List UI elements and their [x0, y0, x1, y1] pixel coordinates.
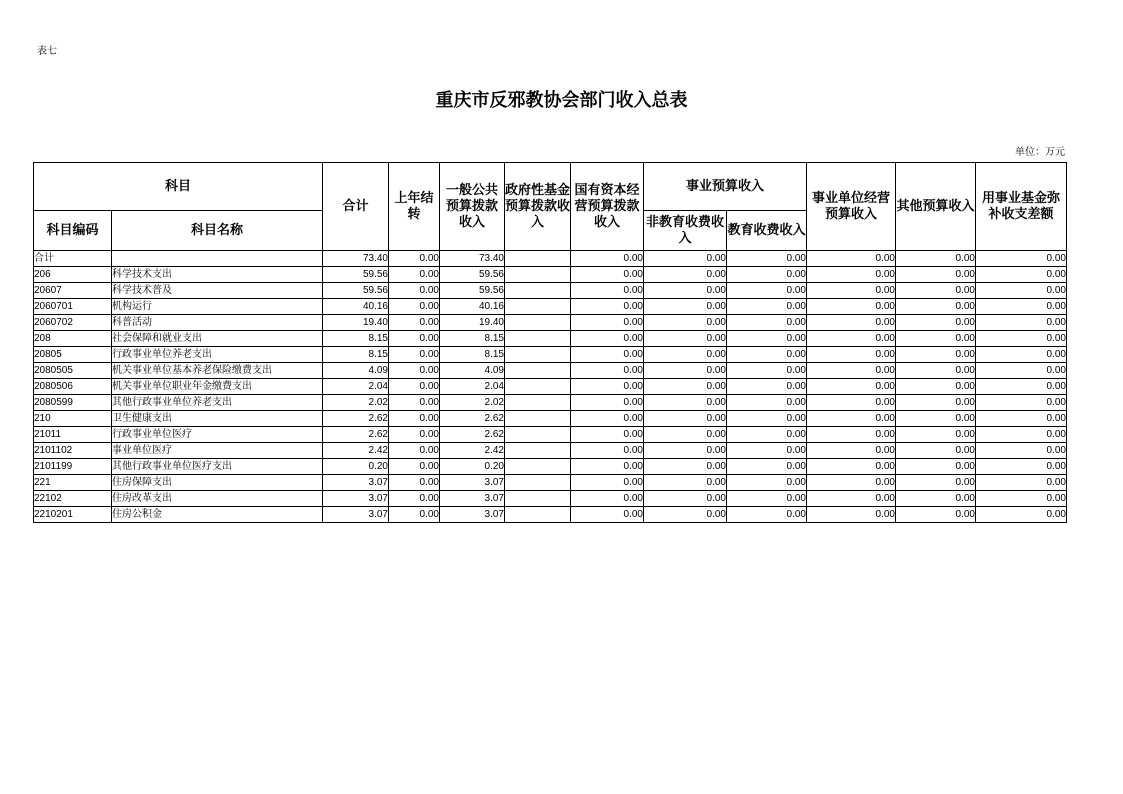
row-gov-fund [505, 507, 571, 523]
row-non-edu-fee: 0.00 [644, 267, 727, 283]
table-row [34, 363, 1067, 379]
row-state-capital: 0.00 [571, 507, 644, 523]
row-fund-deficit: 0.00 [976, 379, 1067, 395]
row-state-capital: 0.00 [571, 299, 644, 315]
row-edu-fee: 0.00 [727, 459, 807, 475]
row-non-edu-fee: 0.00 [644, 475, 727, 491]
row-general-budget: 2.62 [440, 427, 505, 443]
table-row [34, 347, 1067, 363]
row-other-budget: 0.00 [896, 299, 976, 315]
row-total: 2.62 [323, 411, 389, 427]
row-gov-fund [505, 491, 571, 507]
row-non-edu-fee: 0.00 [644, 251, 727, 267]
row-total: 2.04 [323, 379, 389, 395]
row-non-edu-fee: 0.00 [644, 363, 727, 379]
row-carryover: 0.00 [389, 507, 440, 523]
row-fund-deficit: 0.00 [976, 475, 1067, 491]
row-general-budget: 2.04 [440, 379, 505, 395]
row-general-budget: 3.07 [440, 507, 505, 523]
row-carryover: 0.00 [389, 475, 440, 491]
row-general-budget: 3.07 [440, 491, 505, 507]
row-fund-deficit: 0.00 [976, 267, 1067, 283]
row-non-edu-fee: 0.00 [644, 283, 727, 299]
row-code: 208 [34, 331, 112, 347]
row-non-edu-fee: 0.00 [644, 411, 727, 427]
row-carryover: 0.00 [389, 443, 440, 459]
row-carryover: 0.00 [389, 251, 440, 267]
row-carryover: 0.00 [389, 283, 440, 299]
row-state-capital: 0.00 [571, 411, 644, 427]
table-row [34, 443, 1067, 459]
row-code: 2101199 [34, 459, 112, 475]
table-row [34, 379, 1067, 395]
row-name: 其他行政事业单位医疗支出 [112, 459, 323, 475]
row-fund-deficit: 0.00 [976, 395, 1067, 411]
row-state-capital: 0.00 [571, 315, 644, 331]
public-institution-header: 事业预算收入 [644, 163, 807, 211]
row-general-budget: 2.42 [440, 443, 505, 459]
table-row [34, 395, 1067, 411]
row-gov-fund [505, 379, 571, 395]
row-state-capital: 0.00 [571, 331, 644, 347]
row-other-budget: 0.00 [896, 267, 976, 283]
row-gov-fund [505, 443, 571, 459]
row-name: 科学技术支出 [112, 267, 323, 283]
row-other-budget: 0.00 [896, 347, 976, 363]
row-institution-operating: 0.00 [807, 379, 896, 395]
row-code: 206 [34, 267, 112, 283]
row-non-edu-fee: 0.00 [644, 443, 727, 459]
row-other-budget: 0.00 [896, 395, 976, 411]
row-non-edu-fee: 0.00 [644, 459, 727, 475]
row-carryover: 0.00 [389, 411, 440, 427]
row-total: 4.09 [323, 363, 389, 379]
row-general-budget: 8.15 [440, 331, 505, 347]
row-code: 21011 [34, 427, 112, 443]
row-edu-fee: 0.00 [727, 507, 807, 523]
row-fund-deficit: 0.00 [976, 347, 1067, 363]
row-code: 2080506 [34, 379, 112, 395]
row-edu-fee: 0.00 [727, 363, 807, 379]
row-code: 20805 [34, 347, 112, 363]
row-code: 2080505 [34, 363, 112, 379]
row-other-budget: 0.00 [896, 475, 976, 491]
row-edu-fee: 0.00 [727, 315, 807, 331]
row-general-budget: 8.15 [440, 347, 505, 363]
table-row [34, 507, 1067, 523]
unit-label: 单位：万元 [1015, 147, 1065, 158]
edu-fee-header: 教育收费收入 [727, 211, 807, 251]
row-total: 59.56 [323, 267, 389, 283]
table-row [34, 459, 1067, 475]
gov-fund-header: 政府性基金预算拨款收入 [505, 163, 571, 251]
row-name: 机关事业单位基本养老保险缴费支出 [112, 363, 323, 379]
row-general-budget: 4.09 [440, 363, 505, 379]
table-row [34, 411, 1067, 427]
row-non-edu-fee: 0.00 [644, 395, 727, 411]
table-body [34, 251, 1067, 523]
row-other-budget: 0.00 [896, 251, 976, 267]
row-code: 2101102 [34, 443, 112, 459]
row-general-budget: 2.62 [440, 411, 505, 427]
row-edu-fee: 0.00 [727, 427, 807, 443]
row-name: 科普活动 [112, 315, 323, 331]
row-edu-fee: 0.00 [727, 267, 807, 283]
row-institution-operating: 0.00 [807, 299, 896, 315]
row-institution-operating: 0.00 [807, 283, 896, 299]
row-gov-fund [505, 411, 571, 427]
table-row [34, 315, 1067, 331]
row-gov-fund [505, 299, 571, 315]
table-row [34, 331, 1067, 347]
row-general-budget: 2.02 [440, 395, 505, 411]
row-fund-deficit: 0.00 [976, 283, 1067, 299]
row-name: 社会保障和就业支出 [112, 331, 323, 347]
row-fund-deficit: 0.00 [976, 459, 1067, 475]
row-code: 合计 [34, 251, 112, 267]
row-non-edu-fee: 0.00 [644, 347, 727, 363]
subject-code-header: 科目编码 [34, 211, 112, 251]
table-row [34, 475, 1067, 491]
row-total: 3.07 [323, 475, 389, 491]
income-summary-table [33, 162, 1067, 523]
row-name: 卫生健康支出 [112, 411, 323, 427]
row-gov-fund [505, 363, 571, 379]
row-gov-fund [505, 315, 571, 331]
row-institution-operating: 0.00 [807, 491, 896, 507]
row-code: 2060702 [34, 315, 112, 331]
other-budget-header: 其他预算收入 [896, 163, 976, 251]
row-institution-operating: 0.00 [807, 267, 896, 283]
row-non-edu-fee: 0.00 [644, 315, 727, 331]
row-fund-deficit: 0.00 [976, 411, 1067, 427]
row-fund-deficit: 0.00 [976, 443, 1067, 459]
row-name: 行政事业单位医疗 [112, 427, 323, 443]
row-fund-deficit: 0.00 [976, 363, 1067, 379]
row-name [112, 251, 323, 267]
row-institution-operating: 0.00 [807, 347, 896, 363]
row-general-budget: 73.40 [440, 251, 505, 267]
row-other-budget: 0.00 [896, 491, 976, 507]
row-institution-operating: 0.00 [807, 315, 896, 331]
row-state-capital: 0.00 [571, 363, 644, 379]
row-state-capital: 0.00 [571, 443, 644, 459]
row-name: 住房保障支出 [112, 475, 323, 491]
row-total: 73.40 [323, 251, 389, 267]
row-general-budget: 59.56 [440, 283, 505, 299]
row-other-budget: 0.00 [896, 283, 976, 299]
row-edu-fee: 0.00 [727, 411, 807, 427]
row-non-edu-fee: 0.00 [644, 299, 727, 315]
subject-header: 科目 [34, 163, 323, 211]
row-fund-deficit: 0.00 [976, 299, 1067, 315]
row-edu-fee: 0.00 [727, 299, 807, 315]
row-state-capital: 0.00 [571, 459, 644, 475]
row-institution-operating: 0.00 [807, 251, 896, 267]
row-institution-operating: 0.00 [807, 411, 896, 427]
row-carryover: 0.00 [389, 299, 440, 315]
row-total: 3.07 [323, 507, 389, 523]
row-non-edu-fee: 0.00 [644, 491, 727, 507]
row-fund-deficit: 0.00 [976, 427, 1067, 443]
sheet-label: 表七 [37, 46, 57, 57]
row-general-budget: 19.40 [440, 315, 505, 331]
row-other-budget: 0.00 [896, 331, 976, 347]
institution-operating-header: 事业单位经营预算收入 [807, 163, 896, 251]
fund-deficit-header: 用事业基金弥补收支差额 [976, 163, 1067, 251]
row-edu-fee: 0.00 [727, 491, 807, 507]
table-row [34, 491, 1067, 507]
row-state-capital: 0.00 [571, 491, 644, 507]
row-fund-deficit: 0.00 [976, 507, 1067, 523]
row-state-capital: 0.00 [571, 395, 644, 411]
table-row [34, 427, 1067, 443]
row-code: 2080599 [34, 395, 112, 411]
row-institution-operating: 0.00 [807, 475, 896, 491]
row-other-budget: 0.00 [896, 443, 976, 459]
page-title: 重庆市反邪教协会部门收入总表 [435, 90, 688, 111]
row-total: 2.02 [323, 395, 389, 411]
row-name: 住房改革支出 [112, 491, 323, 507]
row-fund-deficit: 0.00 [976, 331, 1067, 347]
row-gov-fund [505, 347, 571, 363]
row-total: 59.56 [323, 283, 389, 299]
row-institution-operating: 0.00 [807, 507, 896, 523]
row-institution-operating: 0.00 [807, 459, 896, 475]
row-other-budget: 0.00 [896, 507, 976, 523]
row-name: 科学技术普及 [112, 283, 323, 299]
row-gov-fund [505, 459, 571, 475]
row-edu-fee: 0.00 [727, 251, 807, 267]
row-carryover: 0.00 [389, 331, 440, 347]
row-state-capital: 0.00 [571, 379, 644, 395]
row-code: 22102 [34, 491, 112, 507]
row-fund-deficit: 0.00 [976, 491, 1067, 507]
row-institution-operating: 0.00 [807, 395, 896, 411]
row-institution-operating: 0.00 [807, 427, 896, 443]
row-state-capital: 0.00 [571, 427, 644, 443]
row-general-budget: 3.07 [440, 475, 505, 491]
row-state-capital: 0.00 [571, 251, 644, 267]
row-general-budget: 0.20 [440, 459, 505, 475]
row-edu-fee: 0.00 [727, 443, 807, 459]
row-gov-fund [505, 251, 571, 267]
general-budget-header: 一般公共预算拨款收入 [440, 163, 505, 251]
row-non-edu-fee: 0.00 [644, 331, 727, 347]
row-non-edu-fee: 0.00 [644, 379, 727, 395]
row-fund-deficit: 0.00 [976, 251, 1067, 267]
carryover-header: 上年结转 [389, 163, 440, 251]
table-row [34, 251, 1067, 267]
row-gov-fund [505, 475, 571, 491]
row-edu-fee: 0.00 [727, 475, 807, 491]
row-name: 住房公积金 [112, 507, 323, 523]
row-gov-fund [505, 395, 571, 411]
row-carryover: 0.00 [389, 395, 440, 411]
row-carryover: 0.00 [389, 363, 440, 379]
row-carryover: 0.00 [389, 379, 440, 395]
row-state-capital: 0.00 [571, 283, 644, 299]
table-row [34, 267, 1067, 283]
row-total: 19.40 [323, 315, 389, 331]
row-state-capital: 0.00 [571, 475, 644, 491]
row-carryover: 0.00 [389, 347, 440, 363]
row-other-budget: 0.00 [896, 459, 976, 475]
row-gov-fund [505, 283, 571, 299]
row-institution-operating: 0.00 [807, 443, 896, 459]
subject-name-header: 科目名称 [112, 211, 323, 251]
row-other-budget: 0.00 [896, 411, 976, 427]
row-total: 8.15 [323, 331, 389, 347]
row-code: 2060701 [34, 299, 112, 315]
row-other-budget: 0.00 [896, 427, 976, 443]
row-non-edu-fee: 0.00 [644, 427, 727, 443]
row-edu-fee: 0.00 [727, 395, 807, 411]
state-capital-header: 国有资本经营预算拨款收入 [571, 163, 644, 251]
row-institution-operating: 0.00 [807, 363, 896, 379]
row-name: 其他行政事业单位养老支出 [112, 395, 323, 411]
table-row [34, 283, 1067, 299]
row-gov-fund [505, 331, 571, 347]
row-non-edu-fee: 0.00 [644, 507, 727, 523]
row-gov-fund [505, 427, 571, 443]
row-total: 2.42 [323, 443, 389, 459]
row-total: 8.15 [323, 347, 389, 363]
row-edu-fee: 0.00 [727, 379, 807, 395]
row-code: 210 [34, 411, 112, 427]
total-header: 合计 [323, 163, 389, 251]
row-carryover: 0.00 [389, 491, 440, 507]
row-total: 3.07 [323, 491, 389, 507]
row-carryover: 0.00 [389, 315, 440, 331]
row-fund-deficit: 0.00 [976, 315, 1067, 331]
row-edu-fee: 0.00 [727, 331, 807, 347]
table-row [34, 299, 1067, 315]
row-general-budget: 40.16 [440, 299, 505, 315]
row-carryover: 0.00 [389, 427, 440, 443]
row-name: 机关事业单位职业年金缴费支出 [112, 379, 323, 395]
row-carryover: 0.00 [389, 267, 440, 283]
row-total: 40.16 [323, 299, 389, 315]
row-edu-fee: 0.00 [727, 283, 807, 299]
row-name: 事业单位医疗 [112, 443, 323, 459]
row-name: 机构运行 [112, 299, 323, 315]
row-other-budget: 0.00 [896, 315, 976, 331]
row-gov-fund [505, 267, 571, 283]
row-institution-operating: 0.00 [807, 331, 896, 347]
row-general-budget: 59.56 [440, 267, 505, 283]
row-carryover: 0.00 [389, 459, 440, 475]
row-name: 行政事业单位养老支出 [112, 347, 323, 363]
row-code: 221 [34, 475, 112, 491]
row-state-capital: 0.00 [571, 347, 644, 363]
row-total: 0.20 [323, 459, 389, 475]
row-edu-fee: 0.00 [727, 347, 807, 363]
row-other-budget: 0.00 [896, 363, 976, 379]
non-edu-fee-header: 非教育收费收入 [644, 211, 727, 251]
row-total: 2.62 [323, 427, 389, 443]
row-code: 2210201 [34, 507, 112, 523]
row-code: 20607 [34, 283, 112, 299]
row-other-budget: 0.00 [896, 379, 976, 395]
row-state-capital: 0.00 [571, 267, 644, 283]
